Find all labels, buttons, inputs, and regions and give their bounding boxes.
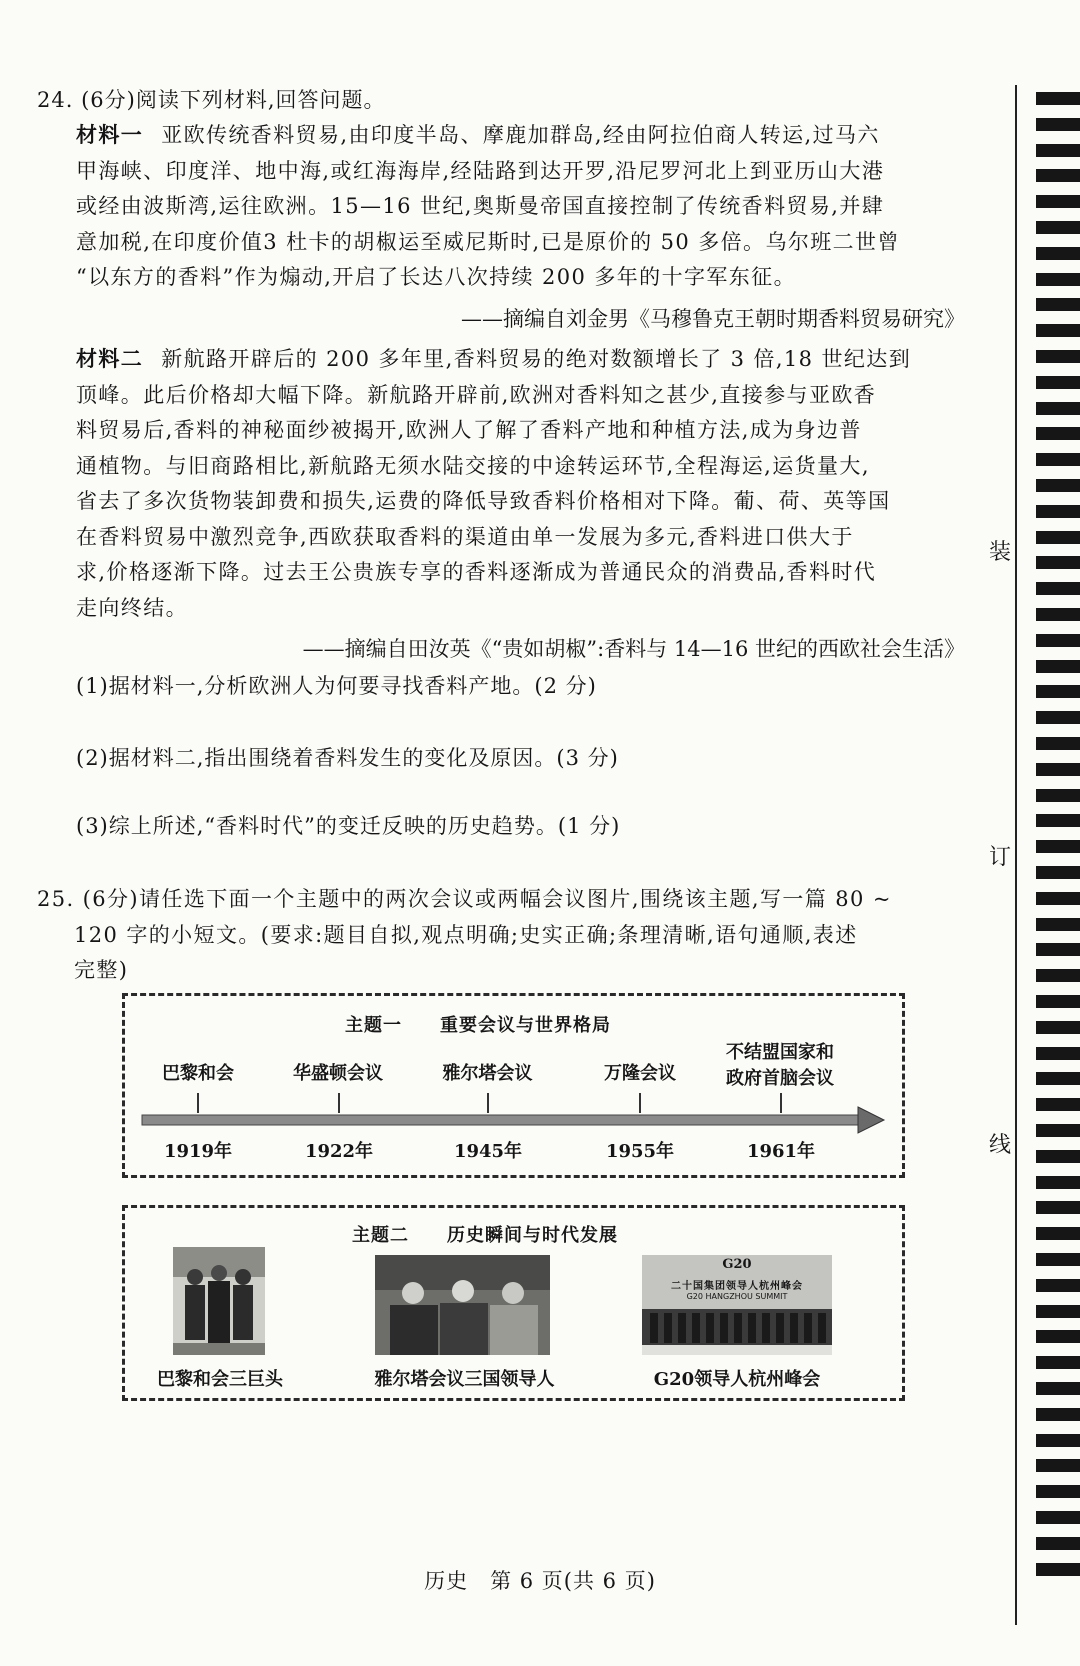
timeline-label-washington: 华盛顿会议 (293, 1063, 383, 1084)
q25-prompt (37, 882, 967, 989)
binding-stripe (1036, 995, 1080, 1008)
timeline-tick (639, 1093, 641, 1113)
theme2-title: 主题二 历史瞬间与时代发展 (352, 1225, 618, 1246)
material1-line: 意加税,在印度价值3 杜卡的胡椒运至威尼斯时,已是原价的 50 多倍。乌尔班二世曾 (76, 229, 900, 254)
material2-line: 走向终结。 (76, 595, 188, 620)
binding-stripe (1036, 685, 1080, 698)
binding-stripe (1036, 918, 1080, 931)
timeline-label-nonaligned: 不结盟国家和 政府首脑会议 (726, 1042, 834, 1089)
timeline-year-1919: 1919年 (163, 1141, 233, 1162)
binding-stripe (1036, 505, 1080, 518)
binding-stripe (1036, 376, 1080, 389)
binding-stripe (1036, 969, 1080, 982)
binding-stripe (1036, 169, 1080, 182)
binding-char-xian: 线 (988, 1133, 1011, 1158)
g20-banner-cn: 二十国集团领导人杭州峰会 (671, 1281, 803, 1292)
binding-stripe (1036, 1253, 1080, 1266)
q24-sub1: (1)据材料一,分析欧洲人为何要寻找香料产地。(2 分) (76, 674, 597, 698)
binding-stripes (1036, 92, 1080, 1592)
timeline-label-paris: 巴黎和会 (162, 1063, 234, 1084)
binding-stripe (1036, 763, 1080, 776)
binding-stripe (1036, 1279, 1080, 1292)
q25-line: 25. (6分)请任选下面一个主题中的两次会议或两幅会议图片,围绕该主题,写一篇 80 ~ (37, 887, 892, 911)
binding-stripe (1036, 1201, 1080, 1214)
binding-stripe (1036, 402, 1080, 415)
photo-yalta-leaders (375, 1255, 550, 1355)
caption-paris-big-three: 巴黎和会三巨头 (157, 1369, 283, 1390)
theme1-title: 主题一 重要会议与世界格局 (345, 1015, 611, 1036)
binding-stripe (1036, 1330, 1080, 1343)
q24-sub2: (2)据材料二,指出围绕着香料发生的变化及原因。(3 分) (76, 746, 619, 770)
binding-stripe (1036, 1072, 1080, 1085)
material1 (76, 117, 956, 296)
binding-stripe (1036, 1176, 1080, 1189)
binding-stripe (1036, 531, 1080, 544)
binding-stripe (1036, 660, 1080, 673)
material1-line: 或经由波斯湾,运往欧洲。15—16 世纪,奥斯曼帝国直接控制了传统香料贸易,并肆 (76, 194, 885, 218)
binding-stripe (1036, 1459, 1080, 1472)
binding-stripe (1036, 840, 1080, 853)
material1-source: ——摘编自刘金男《马穆鲁克王朝时期香料贸易研究》 (461, 307, 965, 331)
binding-stripe (1036, 1021, 1080, 1034)
binding-stripe (1036, 273, 1080, 286)
binding-stripe (1036, 479, 1080, 492)
binding-stripe (1036, 582, 1080, 595)
binding-stripe (1036, 943, 1080, 956)
material2-line: 通植物。与旧商路相比,新航路无须水陆交接的中途转运环节,全程海运,运货量大, (76, 453, 870, 478)
g20-banner-en: G20 HANGZHOU SUMMIT (686, 1292, 788, 1301)
binding-stripe (1036, 221, 1080, 234)
material2-line: 求,价格逐渐下降。过去王公贵族专享的香料逐渐成为普通民众的消费品,香料时代 (76, 560, 877, 584)
binding-char-ding: 订 (988, 845, 1011, 870)
material2-line: 材料二 新航路开辟后的 200 多年里,香料贸易的绝对数额增长了 3 倍,18 世纪达到 (76, 346, 912, 371)
binding-stripe (1036, 247, 1080, 260)
binding-stripe (1036, 1511, 1080, 1524)
q25-line: 120 字的小短文。(要求:题目自拟,观点明确;史实正确;条理清晰,语句通顺,表述 (74, 922, 858, 947)
photo-g20-hangzhou (642, 1255, 832, 1355)
binding-line (1015, 85, 1017, 1625)
binding-stripe (1036, 1098, 1080, 1111)
binding-stripe (1036, 737, 1080, 750)
binding-stripe (1036, 1356, 1080, 1369)
photo-paris-big-three (173, 1247, 265, 1355)
binding-stripe (1036, 324, 1080, 337)
timeline-label-bandung: 万隆会议 (604, 1063, 676, 1084)
binding-stripe (1036, 144, 1080, 157)
material2-line: 省去了多次货物装卸费和损失,运费的降低导致香料价格相对下降。葡、荷、英等国 (76, 489, 891, 513)
binding-stripe (1036, 634, 1080, 647)
g20-logo: G20 (722, 1257, 752, 1272)
binding-stripe (1036, 453, 1080, 466)
timeline-arrow (138, 1105, 888, 1135)
binding-stripe (1036, 1434, 1080, 1447)
q24-header: 24. (6分)阅读下列材料,回答问题。 (37, 88, 386, 112)
binding-stripe (1036, 866, 1080, 879)
material2-line: 在香料贸易中激烈竞争,西欧获取香料的渠道由单一发展为多元,香料进口供大于 (76, 524, 854, 549)
binding-stripe (1036, 1227, 1080, 1240)
page-footer: 历史 第 6 页(共 6 页) (424, 1569, 656, 1593)
material2-line: 顶峰。此后价格却大幅下降。新航路开辟前,欧洲对香料知之甚少,直接参与亚欧香 (76, 382, 877, 407)
timeline-tick (487, 1093, 489, 1113)
caption-yalta-leaders: 雅尔塔会议三国领导人 (374, 1369, 555, 1390)
timeline-tick (780, 1093, 782, 1113)
binding-stripe (1036, 1485, 1080, 1498)
binding-stripe (1036, 556, 1080, 569)
binding-stripe (1036, 427, 1080, 440)
material2-source: ——摘编自田汝英《“贵如胡椒”:香料与 14—16 世纪的西欧社会生活》 (302, 637, 965, 661)
timeline-tick (338, 1093, 340, 1113)
material1-line: “以东方的香料”作为煽动,开启了长达八次持续 200 多年的十字军东征。 (76, 265, 796, 289)
q24-sub3: (3)综上所述,“香料时代”的变迁反映的历史趋势。(1 分) (76, 814, 621, 838)
material1-line: 材料一 亚欧传统香料贸易,由印度半岛、摩鹿加群岛,经由阿拉伯商人转运,过马六 (76, 122, 880, 147)
q25-line: 完整) (74, 958, 129, 982)
caption-g20-hangzhou: G20领导人杭州峰会 (653, 1369, 821, 1390)
binding-stripe (1036, 1047, 1080, 1060)
timeline-year-1961: 1961年 (746, 1141, 816, 1162)
material1-line: 甲海峡、印度洋、地中海,或红海海岸,经陆路到达开罗,沿尼罗河北上到亚历山大港 (76, 158, 885, 183)
binding-stripe (1036, 1124, 1080, 1137)
material2-line: 料贸易后,香料的神秘面纱被揭开,欧洲人了解了香料产地和种植方法,成为身边普 (76, 418, 862, 442)
binding-stripe (1036, 1150, 1080, 1163)
binding-stripe (1036, 789, 1080, 802)
binding-stripe (1036, 1537, 1080, 1550)
material1-label: 材料一 (76, 122, 144, 147)
timeline-year-1922: 1922年 (304, 1141, 374, 1162)
binding-stripe (1036, 711, 1080, 724)
binding-stripe (1036, 92, 1080, 105)
binding-stripe (1036, 892, 1080, 905)
binding-stripe (1036, 195, 1080, 208)
binding-stripe (1036, 350, 1080, 363)
timeline-year-1945: 1945年 (453, 1141, 523, 1162)
binding-stripe (1036, 1305, 1080, 1318)
material2-label: 材料二 (76, 346, 144, 371)
binding-stripe (1036, 814, 1080, 827)
binding-stripe (1036, 118, 1080, 131)
timeline-label-yalta: 雅尔塔会议 (442, 1063, 533, 1084)
material2 (76, 341, 956, 626)
binding-stripe (1036, 608, 1080, 621)
binding-stripe (1036, 1382, 1080, 1395)
binding-stripe (1036, 1408, 1080, 1421)
timeline-year-1955: 1955年 (605, 1141, 675, 1162)
binding-char-zhuang: 装 (988, 540, 1011, 565)
timeline-tick (197, 1093, 199, 1113)
binding-stripe (1036, 298, 1080, 311)
